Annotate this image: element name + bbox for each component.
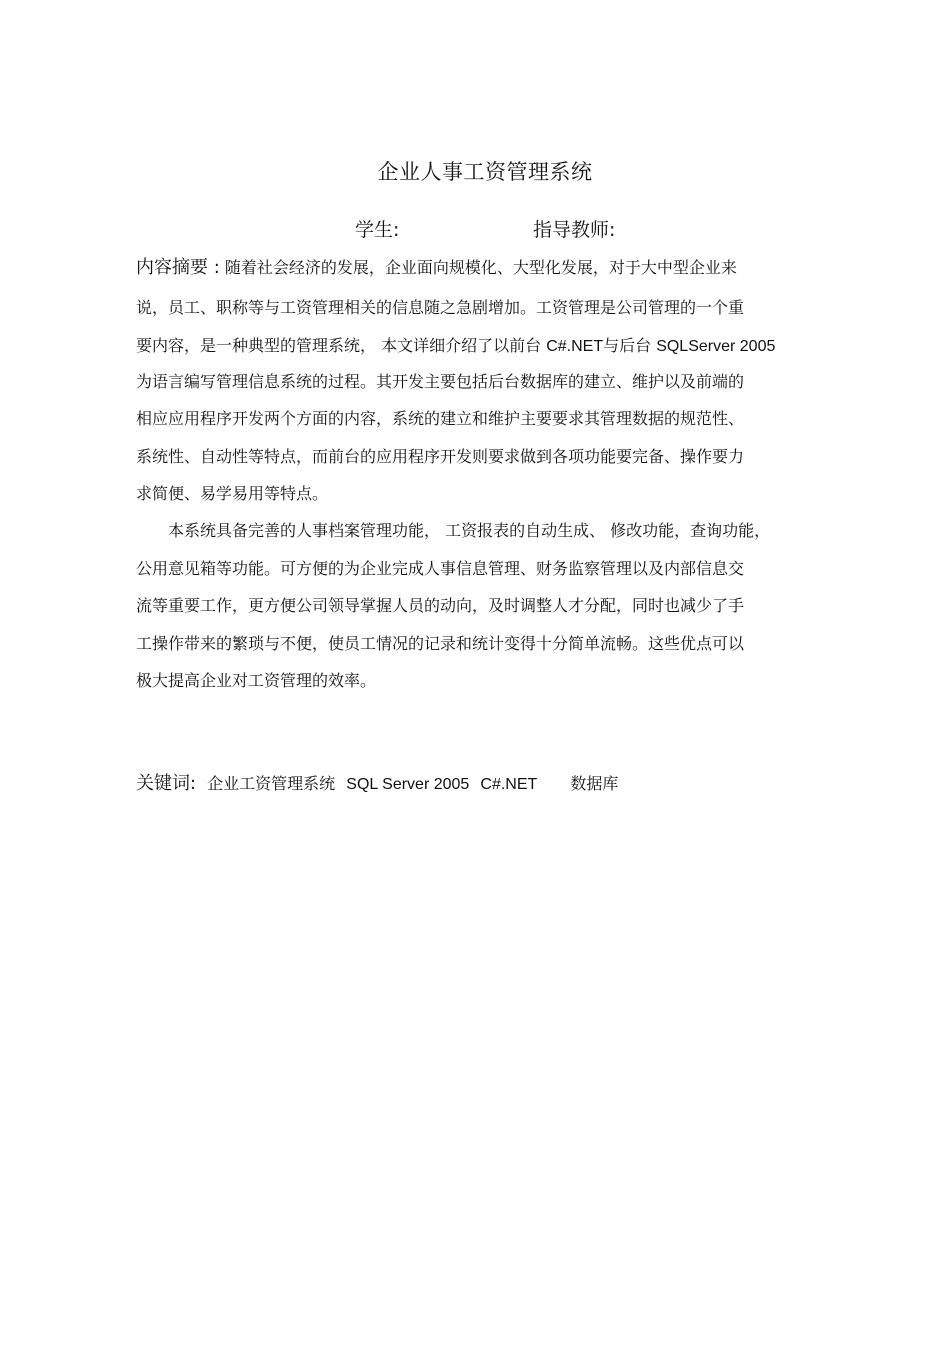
abstract-line-8: 本系统具备完善的人事档案管理功能， 工资报表的自动生成、 修改功能，查询功能， [136,521,771,540]
abstract-text: 随着社会经济的发展，企业面向规模化、大型化发展，对于大中型企业来 [224,258,737,277]
keyword: 数据库 [570,774,619,793]
keywords-line [136,769,618,795]
keyword: SQL Server 2005 [346,776,470,793]
document-title: 企业人事工资管理系统 [377,160,593,184]
abstract-line-11: 工操作带来的繁琐与不便，使员工情况的记录和统计变得十分简单流畅。这些优点可以 [136,634,745,653]
tech-front: C#.NET [546,338,604,355]
student-label: 学生: [355,219,400,241]
abstract-line-1 [136,259,737,277]
abstract-line-7: 求简便、易学易用等特点。 [136,484,329,503]
abstract-line-10: 流等重要工作，更方便公司领导掌握人员的动向，及时调整人才分配，同时也减少了手 [136,596,745,615]
advisor-label: 指导教师: [533,219,616,241]
byline [355,215,616,242]
abstract-label: 内容摘要 : [136,257,220,278]
abstract-line-4: 为语言编写管理信息系统的过程。其开发主要包括后台数据库的建立、维护以及前端的 [136,372,745,391]
abstract-text: 要内容，是一种典型的管理系统， 本文详细介绍了以前台 [136,336,547,355]
abstract-line-2: 说，员工、职称等与工资管理相关的信息随之急剧增加。工资管理是公司管理的一个重 [136,298,745,317]
abstract-line-9: 公用意见箱等功能。可方便的为企业完成人事信息管理、财务监察管理以及内部信息交 [136,559,745,578]
tech-back: SQLServer 2005 [656,338,776,355]
keyword: 企业工资管理系统 [207,774,336,793]
keyword: C#.NET [480,776,538,793]
abstract-line-3 [136,338,775,355]
abstract-line-6: 系统性、自动性等特点，而前台的应用程序开发则要求做到各项功能要完备、操作要力 [136,447,745,466]
abstract-line-5: 相应应用程序开发两个方面的内容，系统的建立和维护主要要求其管理数据的规范性、 [136,409,745,428]
abstract-text: 与后台 [603,336,657,355]
abstract-line-12: 极大提高企业对工资管理的效率。 [136,671,377,690]
keywords-label: 关键词: [136,773,197,794]
